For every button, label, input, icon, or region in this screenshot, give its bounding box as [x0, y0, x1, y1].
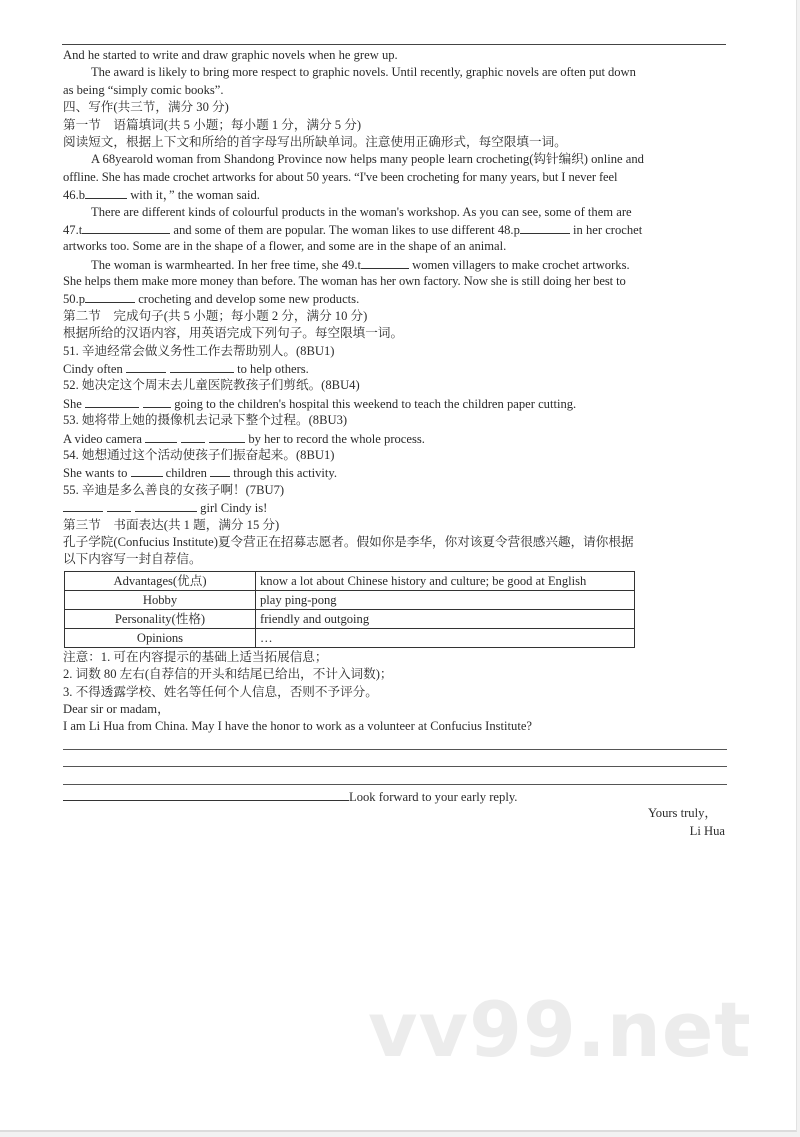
- note-line: 注意：1. 可在内容提示的基础上适当拓展信息；: [63, 649, 328, 664]
- table-value: friendly and outgoing: [256, 609, 635, 628]
- question-53-en: [63, 430, 727, 447]
- part3-heading: 第三节 书面表达(共 1 题，满分 15 分): [63, 517, 280, 532]
- question-54-cn: 54. 她想通过这个活动使孩子们振奋起来。(8BU1): [63, 447, 335, 462]
- blank-52b[interactable]: [143, 395, 171, 408]
- writing-line[interactable]: [63, 788, 349, 801]
- passage-line: A 68yearold woman from Shandong Province now helps many people learn crocheting(钩针编织) online and: [91, 152, 644, 167]
- passage-line: There are different kinds of colourful products in the woman's workshop. As you can see, some of them are: [91, 204, 632, 219]
- writing-line[interactable]: [63, 753, 727, 770]
- blank-55c[interactable]: [135, 499, 197, 512]
- question-54-en: [63, 464, 727, 481]
- blank-50[interactable]: [85, 290, 135, 303]
- blank-label-46: 46.b: [63, 188, 86, 203]
- part3-prompt: 孔子学院(Confucius Institute)夏令营正在招募志愿者。假如你是李华，你对该夏令营很感兴趣，请你根据: [63, 534, 634, 549]
- question-52-en: [63, 395, 727, 412]
- question-text: by her to record the whole process.: [245, 431, 425, 446]
- question-51-en: [63, 360, 727, 377]
- table-key: Advantages(优点): [65, 571, 256, 590]
- blank-54a[interactable]: [131, 464, 163, 477]
- question-text: She: [63, 396, 86, 411]
- question-text: girl Cindy is!: [197, 501, 268, 516]
- passage-line: artworks too. Some are in the shape of a flower, and some are in the shape of an animal.: [63, 239, 507, 254]
- blank-53a[interactable]: [145, 430, 177, 443]
- blank-52a[interactable]: [85, 395, 139, 408]
- letter-salutation: Dear sir or madam，: [63, 701, 170, 716]
- passage-line: [63, 186, 727, 203]
- blank-55a[interactable]: [63, 499, 103, 512]
- passage-text: with it，” the woman said.: [127, 188, 260, 203]
- question-text: A video camera: [63, 431, 146, 446]
- blank-53c[interactable]: [209, 430, 245, 443]
- passage-text: women villagers to make crochet artworks.: [408, 257, 630, 272]
- letter-signoff: Yours truly，: [647, 806, 717, 821]
- writing-line[interactable]: [63, 736, 727, 753]
- blank-48[interactable]: [520, 221, 570, 234]
- passage-text: crocheting and develop some new products.: [135, 292, 360, 307]
- question-text: She wants to: [63, 466, 131, 481]
- blank-47[interactable]: [82, 221, 170, 234]
- table-key: Personality(性格): [65, 609, 256, 628]
- blank-55b[interactable]: [107, 499, 131, 512]
- letter-closing: Look forward to your early reply.: [349, 789, 518, 804]
- blank-46[interactable]: [85, 186, 127, 199]
- info-table: [64, 571, 635, 648]
- question-text: children: [162, 466, 211, 481]
- section-heading: 四、写作(共三节，满分 30 分): [63, 100, 229, 115]
- table-key: Hobby: [65, 590, 256, 609]
- table-value: know a lot about Chinese history and culture; be good at English: [256, 571, 635, 590]
- passage-line: [63, 256, 727, 273]
- part2-instruction: 根据所给的汉语内容，用英语完成下列句子。每空限填一词。: [63, 326, 404, 341]
- question-53-cn: 53. 她将带上她的摄像机去记录下整个过程。(8BU3): [63, 413, 348, 428]
- blank-label-50: 50.p: [63, 292, 86, 307]
- table-key: Opinions: [65, 628, 256, 647]
- blank-51b[interactable]: [170, 360, 234, 373]
- passage-text: and some of them are popular. The woman likes to use different 48.p: [170, 222, 520, 237]
- table-value: play ping-pong: [256, 590, 635, 609]
- passage-line: She helps them make more money than before. The woman has her own factory. Now she is still doing her best to: [63, 274, 626, 289]
- question-55-en: [63, 499, 727, 516]
- letter-signature: Li Hua: [689, 823, 725, 838]
- question-51-cn: 51. 辛迪经常会做义务性工作去帮助别人。(8BU1): [63, 343, 335, 358]
- writing-line[interactable]: [63, 770, 727, 787]
- blank-54b[interactable]: [210, 464, 230, 477]
- question-55-cn: 55. 辛迪是多么善良的女孩子啊！(7BU7): [63, 482, 285, 497]
- table-row: [65, 609, 635, 628]
- table-row: [65, 590, 635, 609]
- blank-53b[interactable]: [181, 430, 205, 443]
- part2-heading: 第二节 完成句子(共 5 小题；每小题 2 分，满分 10 分): [63, 308, 368, 323]
- watermark: vv99.net: [368, 985, 752, 1074]
- question-text: Cindy often: [63, 362, 126, 377]
- note-line: 2. 词数 80 左右(自荐信的开头和结尾已给出，不计入词数)；: [63, 667, 393, 682]
- passage-line: [63, 290, 727, 307]
- header-rule: [62, 44, 726, 45]
- question-text: going to the children's hospital this weekend to teach the children paper cutting.: [171, 396, 577, 411]
- blank-label-47: 47.t: [63, 222, 83, 237]
- note-line: 3. 不得透露学校、姓名等任何个人信息，否则不予评分。: [63, 684, 378, 699]
- part1-heading: 第一节 语篇填词(共 5 小题；每小题 1 分，满分 5 分): [63, 117, 362, 132]
- question-text: through this activity.: [230, 466, 337, 481]
- question-52-cn: 52. 她决定这个周末去儿童医院教孩子们剪纸。(8BU4): [63, 378, 360, 393]
- part3-prompt: 以下内容写一封自荐信。: [63, 552, 202, 567]
- blank-51a[interactable]: [126, 360, 166, 373]
- table-row: [65, 628, 635, 647]
- passage-line: And he started to write and draw graphic novels when he grew up.: [63, 48, 398, 62]
- passage-text: in her crochet: [569, 222, 643, 237]
- passage-line: as being “simply comic books”.: [63, 82, 224, 97]
- passage-line: offline. She has made crochet artworks for about 50 years. “I've been crocheting for many years, but I never feel: [63, 169, 618, 184]
- table-value: …: [256, 628, 635, 647]
- blank-49[interactable]: [361, 256, 409, 269]
- passage-line: [63, 221, 727, 238]
- part1-instruction: 阅读短文，根据上下文和所给的首字母写出所缺单词。注意使用正确形式，每空限填一词。: [63, 134, 567, 149]
- page-content: [63, 47, 727, 840]
- letter-opening: I am Li Hua from China. May I have the honor to work as a volunteer at Confucius Institute?: [63, 719, 532, 734]
- passage-text: The woman is warmhearted. In her free time, she 49.t: [91, 257, 361, 272]
- passage-line: The award is likely to bring more respect to graphic novels. Until recently, graphic novels are often put down: [91, 65, 636, 80]
- question-text: to help others.: [233, 362, 309, 377]
- table-row: [65, 571, 635, 590]
- letter-closing-line: [63, 788, 727, 805]
